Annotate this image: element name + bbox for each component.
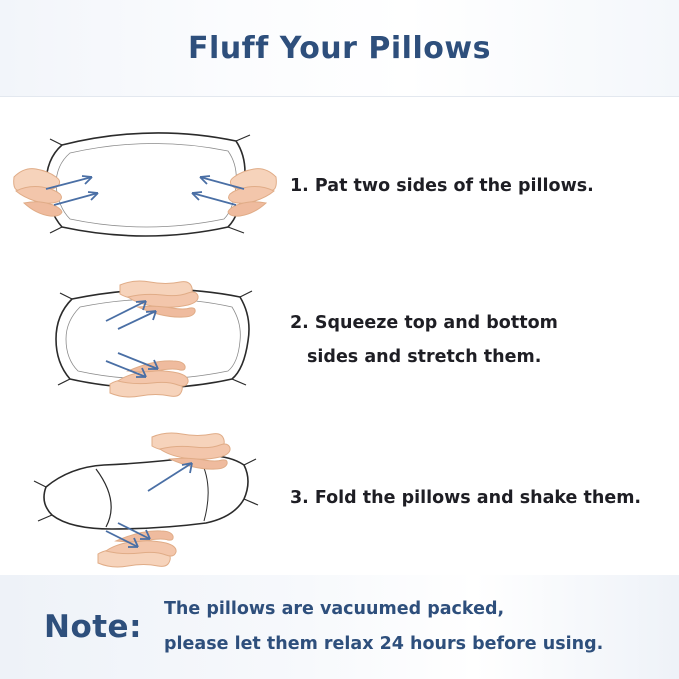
step-2-illustration [0, 265, 290, 415]
note-label: Note: [44, 609, 142, 645]
header-banner [0, 0, 679, 96]
step-1-illustration [0, 111, 290, 261]
step-row [0, 265, 679, 415]
note-line-1: The pillows are vacuumed packed, [163, 599, 505, 619]
step-3-illustration [0, 423, 290, 573]
folded-pillow-graphic [0, 423, 290, 573]
step-row [0, 111, 679, 261]
right-hand-icon [228, 169, 276, 216]
step-2-text-line2: sides and stretch them. [307, 347, 542, 367]
lower-hand-icon [98, 531, 176, 567]
pillow-two-side-hands-graphic [0, 111, 290, 261]
note-banner [0, 575, 679, 679]
step-2-text-line1: 2. Squeeze top and bottom [290, 312, 558, 333]
left-hand-icon [14, 169, 62, 216]
note-line-2: please let them relax 24 hours before using. [163, 634, 604, 654]
step-row [0, 423, 679, 573]
note-text [164, 592, 603, 662]
step-3-text: 3. Fold the pillows and shake them. [290, 487, 642, 508]
step-2-text [290, 306, 679, 374]
step-1-text: 1. Pat two sides of the pillows. [290, 175, 594, 196]
pillow-top-bottom-hands-graphic [0, 265, 290, 415]
page-title: Fluff Your Pillows [188, 30, 491, 66]
steps-section [0, 97, 679, 575]
